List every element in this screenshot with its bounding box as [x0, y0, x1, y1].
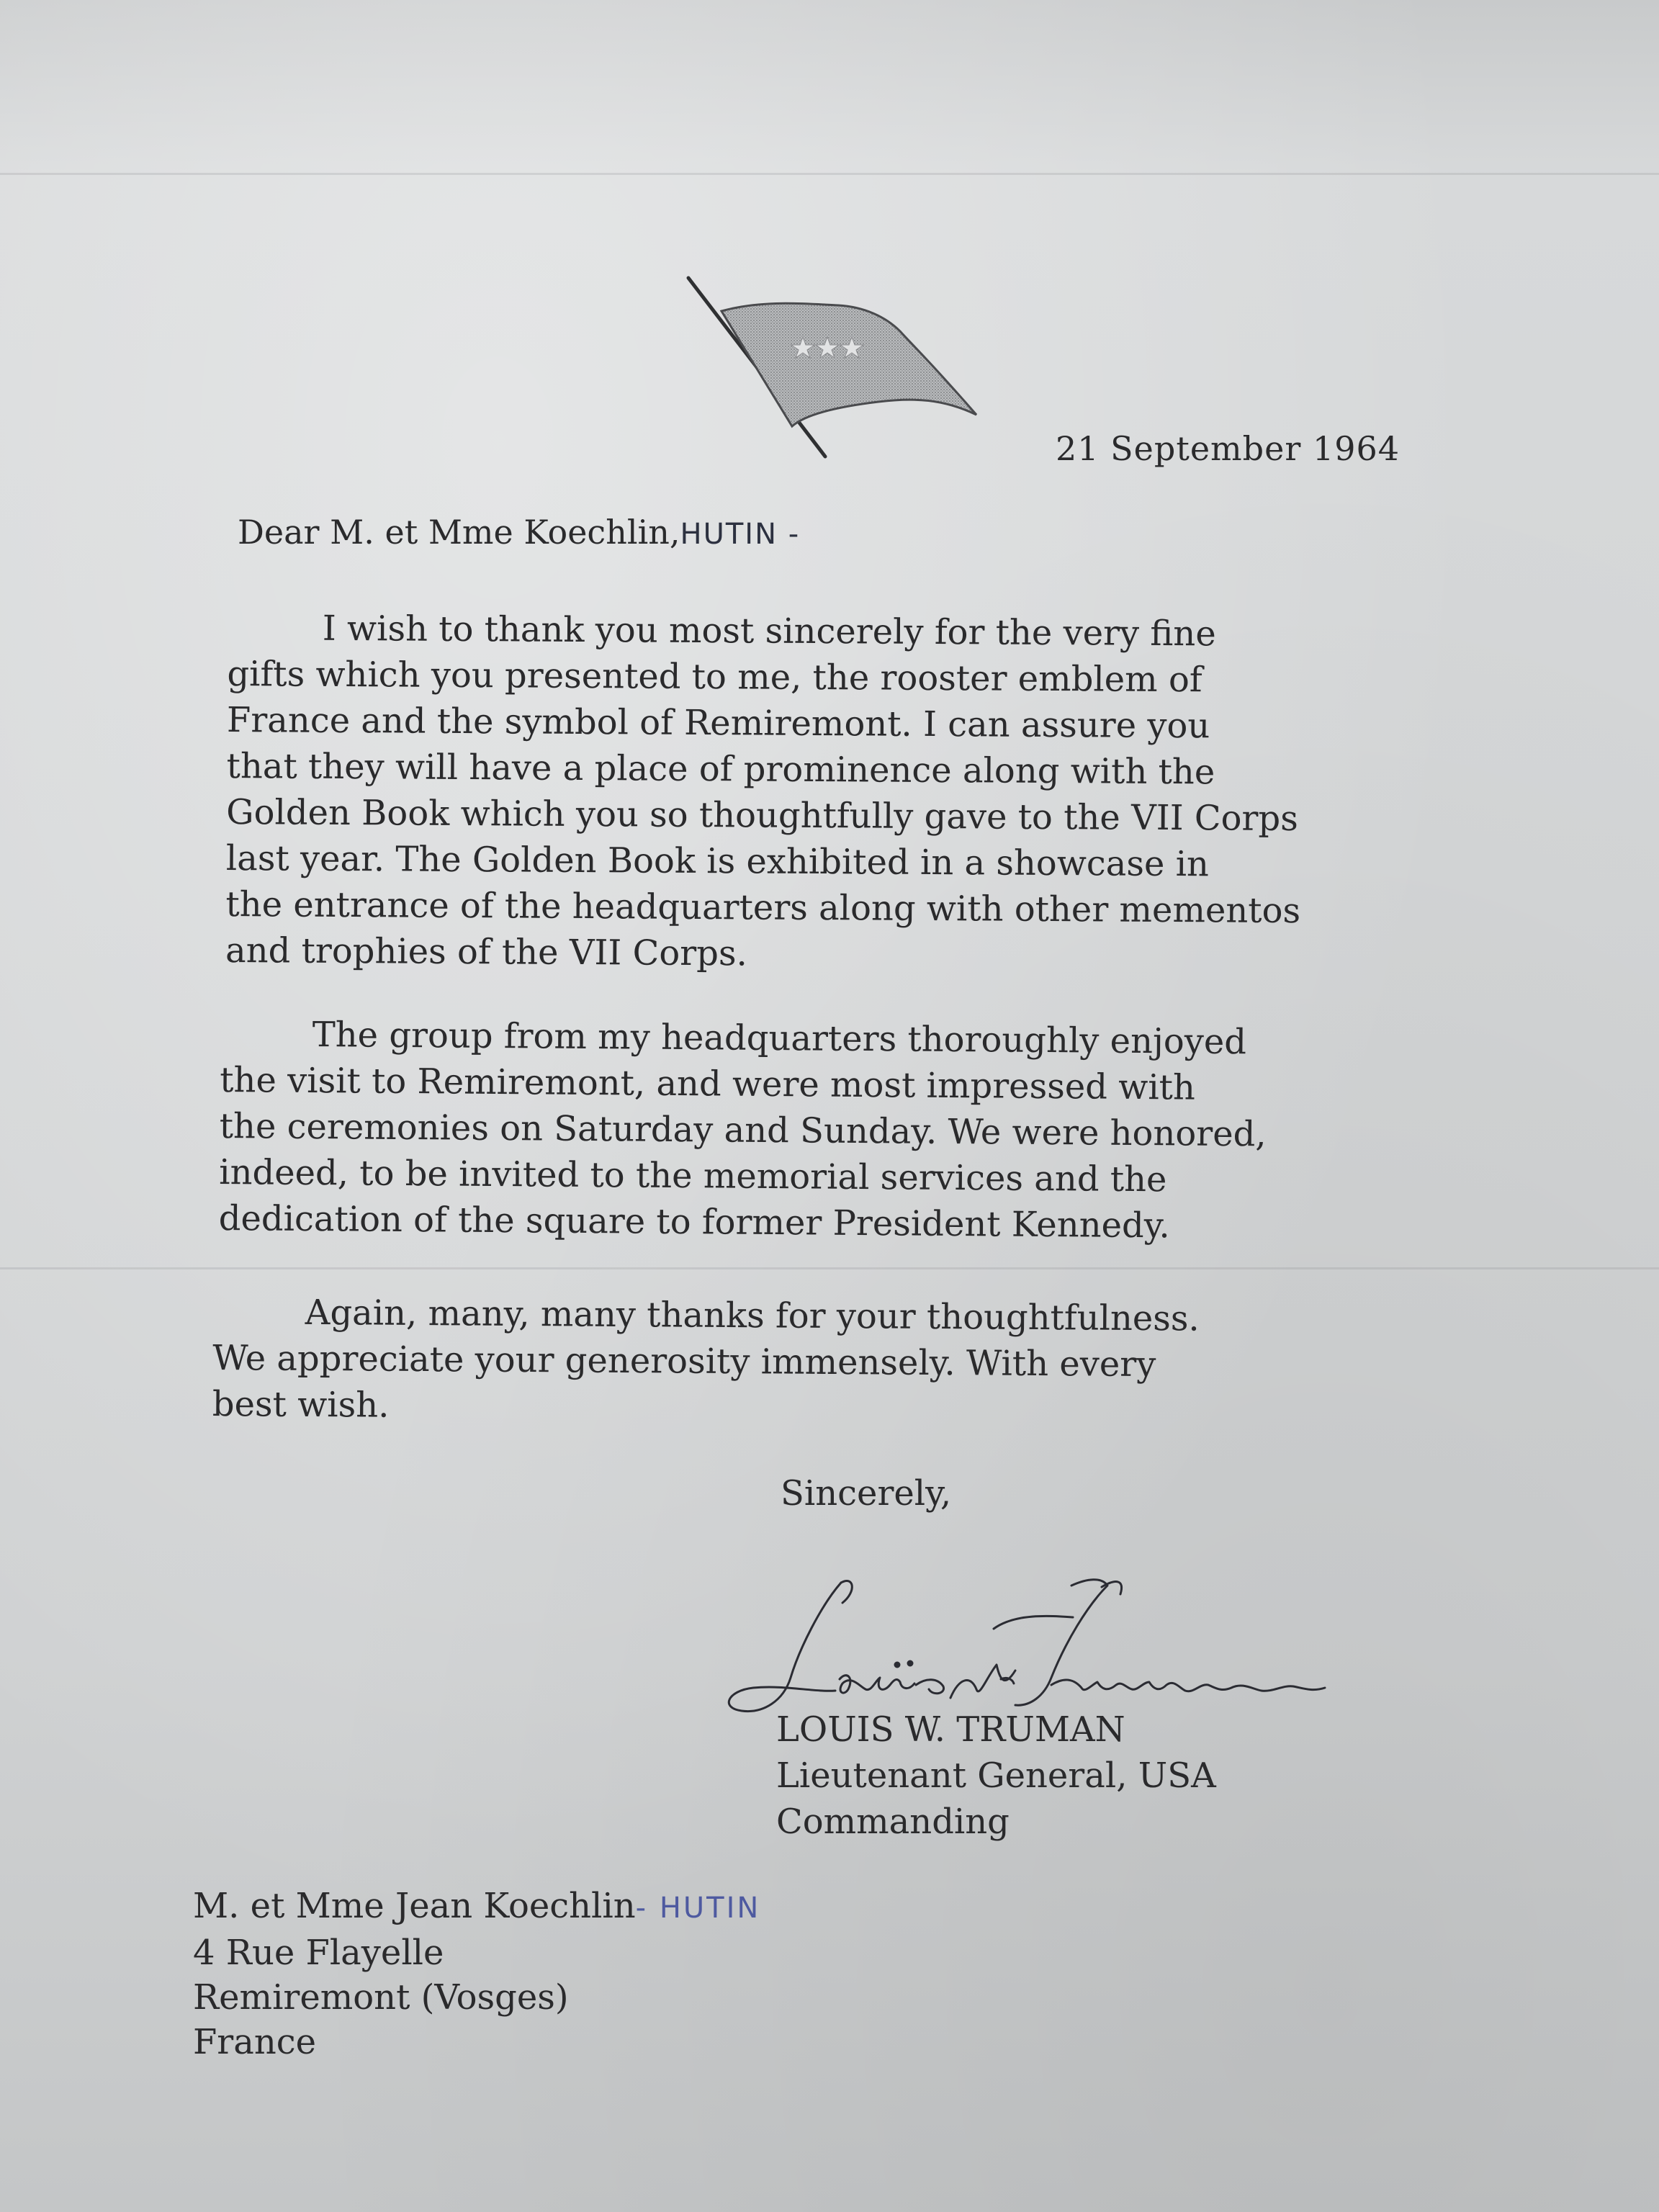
paragraph-line: France and the symbol of Remiremont. I can assure you: [226, 699, 1210, 747]
paragraph-line: indeed, to be invited to the memorial services and the: [219, 1151, 1167, 1200]
body-paragraph-1: [225, 605, 1303, 980]
recipient-address: [193, 1884, 760, 2064]
paragraph-line: last year. The Golden Book is exhibited in a showcase in: [225, 837, 1210, 885]
address-line-4: France: [193, 2022, 317, 2062]
paragraph-line: dedication of the square to former President Kennedy.: [218, 1197, 1170, 1246]
signer-name: LOUIS W. TRUMAN: [776, 1709, 1125, 1750]
paragraph-line: the entrance of the headquarters along with other mementos: [225, 884, 1301, 932]
closing: Sincerely,: [781, 1473, 952, 1514]
paragraph-line: Golden Book which you so thoughtfully gave to the VII Corps: [226, 791, 1298, 840]
signature-block: [776, 1707, 1216, 1845]
paper-fold-line: [0, 173, 1659, 175]
paragraph-line: the visit to Remiremont, and were most impressed with: [220, 1059, 1196, 1108]
paragraph-line: We appreciate your generosity immensely. With every: [212, 1337, 1156, 1385]
signer-rank: Lieutenant General, USA: [776, 1755, 1216, 1796]
address-line-3: Remiremont (Vosges): [193, 1977, 569, 2018]
paragraph-line: best wish.: [212, 1383, 390, 1426]
paragraph-line: Again, many, many thanks for your thoughtfulness.: [305, 1292, 1200, 1339]
paragraph-line: that they will have a place of prominence along with the: [226, 745, 1215, 793]
signer-position: Commanding: [776, 1802, 1010, 1842]
address-recipient-typed: M. et Mme Jean Koechlin: [193, 1886, 636, 1926]
paragraph-line: I wish to thank you most sincerely for the very fine: [322, 608, 1216, 655]
paragraph-line: and trophies of the VII Corps.: [225, 930, 747, 974]
address-recipient-handwritten: - HUTIN: [635, 1892, 761, 1925]
address-line-1: [193, 1884, 760, 1930]
address-line-2: 4 Rue Flayelle: [193, 1933, 444, 1973]
paper-fold-line: [0, 1267, 1659, 1269]
salutation-handwritten-name: HUTIN -: [680, 518, 801, 551]
body-paragraph-3: [212, 1289, 1200, 1434]
paragraph-line: gifts which you presented to me, the rooster emblem of: [227, 653, 1202, 701]
paragraph-line: the ceremonies on Saturday and Sunday. We were honored,: [219, 1105, 1267, 1155]
salutation: [238, 513, 800, 552]
three-star-general-flag-icon: [684, 274, 986, 461]
body-paragraph-2: [218, 1011, 1267, 1249]
letter-date: 21 September 1964: [1056, 429, 1401, 468]
paragraph-line: The group from my headquarters thoroughly enjoyed: [312, 1015, 1247, 1063]
salutation-typed: Dear M. et Mme Koechlin,: [238, 513, 680, 552]
